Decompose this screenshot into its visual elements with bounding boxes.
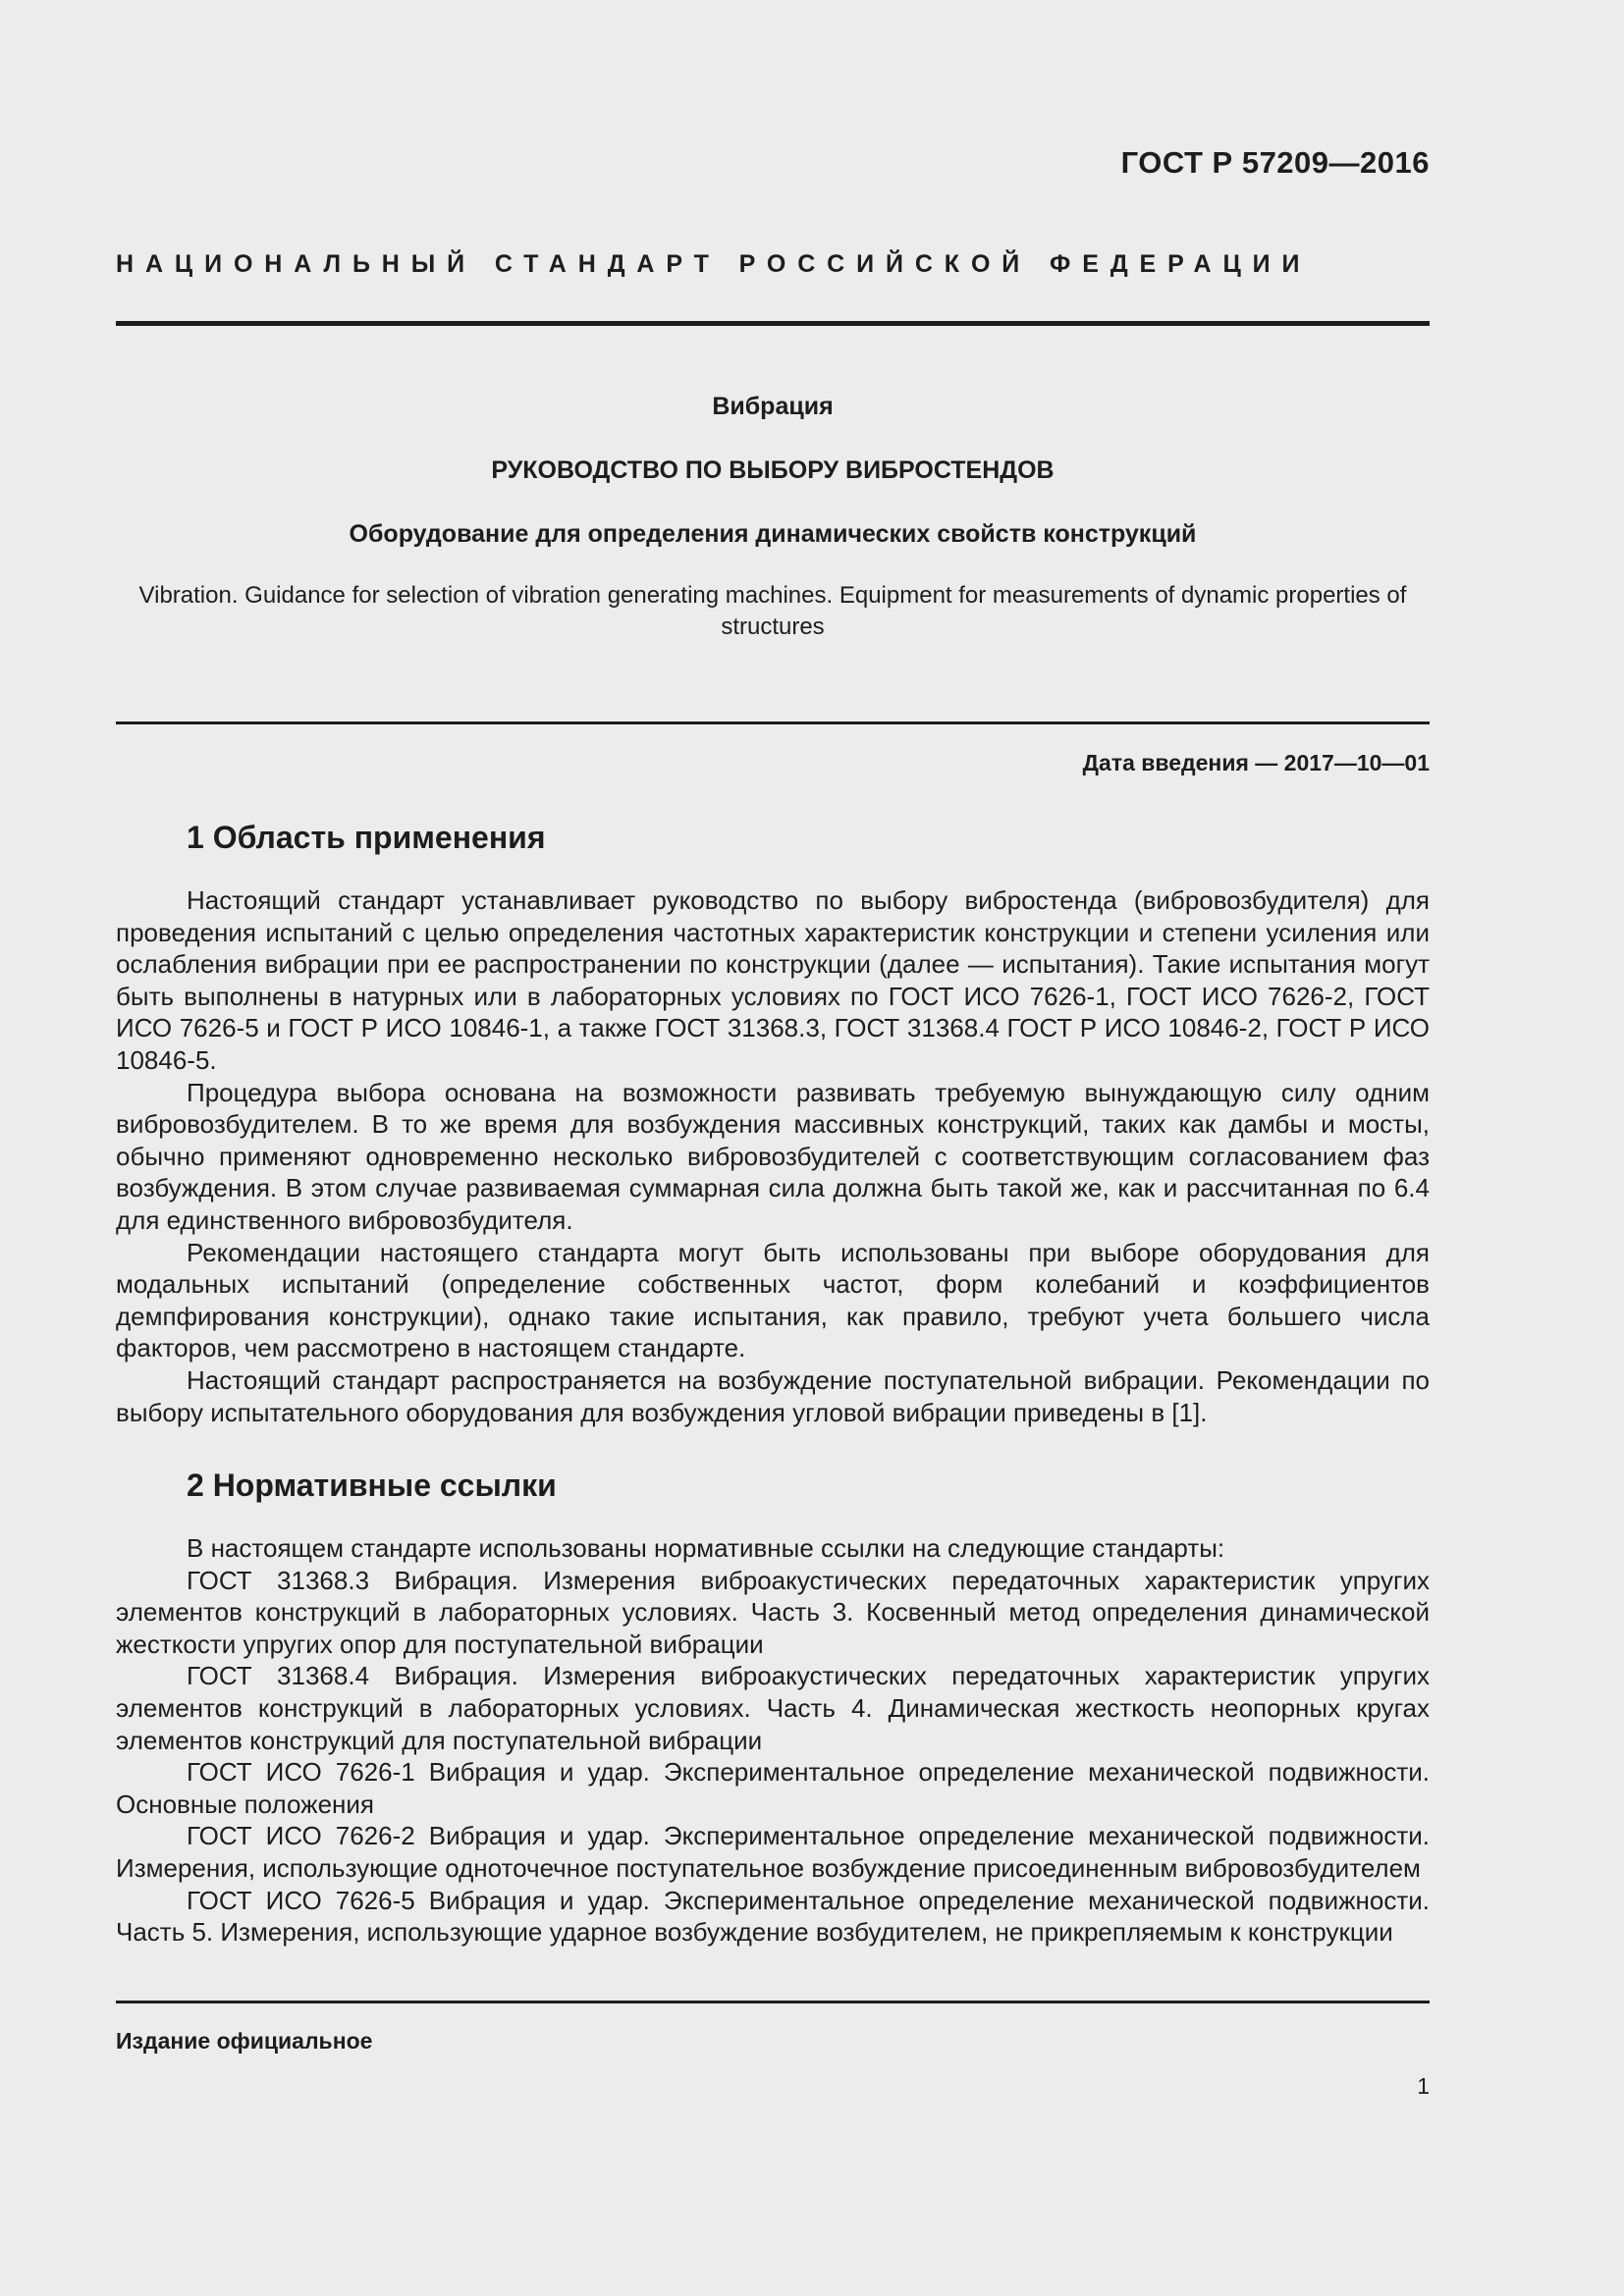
- paragraph: Настоящий стандарт устанавливает руководство по выбору вибростенда (вибровозбудителя) для проведения испытаний с целью определения частотных характеристик конструкции и степени усиления или ослабления вибрации при ее распространении по конструкции (далее — испытания). Такие испытания могут быть выполнены в натурных или в лабораторных условиях по ГОСТ ИСО 7626-1, ГОСТ ИСО 7626-2, ГОСТ ИСО 7626-5 и ГОСТ Р ИСО 10846-1, а также ГОСТ 31368.3, ГОСТ 31368.4 ГОСТ Р ИСО 10846-2, ГОСТ Р ИСО 10846-5.: [116, 885, 1430, 1075]
- section-normative-references: [116, 1466, 1430, 1949]
- section-scope: [116, 818, 1430, 1428]
- reference-item: ГОСТ 31368.3 Вибрация. Измерения виброакустических передаточных характеристик упругих элементов конструкций в лабораторных условиях. Часть 3. Косвенный метод определения динамической жесткости упругих опор для поступательной вибрации: [116, 1565, 1430, 1659]
- paragraph: Процедура выбора основана на возможности развивать требуемую вынуждающую силу одним вибровозбудителем. В то же время для возбуждения массивных конструкций, таких как дамбы и мосты, обычно применяют одновременно несколько вибровозбудителей с соответствующим согласованием фаз возбуждения. В этом случае развиваемая суммарная сила должна быть такой же, как и рассчитанная по 6.4 для единственного вибровозбудителя.: [116, 1077, 1430, 1235]
- page-number: 1: [1417, 2073, 1430, 2099]
- reference-item: ГОСТ 31368.4 Вибрация. Измерения виброакустических передаточных характеристик упругих элементов конструкций в лабораторных условиях. Часть 4. Динамическая жесткость неопорных кругах элементов конструкций для поступательной вибрации: [116, 1661, 1430, 1755]
- section-heading: 1 Область применения: [187, 820, 546, 855]
- title-main: РУКОВОДСТВО ПО ВЫБОРУ ВИБРОСТЕНДОВ: [491, 456, 1055, 484]
- document-content: [116, 818, 1430, 1949]
- header-divider: [116, 321, 1430, 326]
- national-standard-banner: НАЦИОНАЛЬНЫЙ СТАНДАРТ РОССИЙСКОЙ ФЕДЕРАЦИИ: [116, 250, 1312, 278]
- introduction-date: Дата введения — 2017—10—01: [1082, 750, 1430, 775]
- section-heading: 2 Нормативные ссылки: [187, 1468, 557, 1504]
- paragraph: Настоящий стандарт распространяется на возбуждение поступательной вибрации. Рекомендации по выбору испытательного оборудования для возбуждения угловой вибрации приведены в [1].: [116, 1364, 1430, 1427]
- title-block: [116, 393, 1430, 643]
- title-english: Vibration. Guidance for selection of vibration generating machines. Equipment for measurements of dynamic properties of structures: [138, 582, 1407, 640]
- gost-number: ГОСТ Р 57209—2016: [1120, 145, 1430, 180]
- title-subtitle: Оборудование для определения динамических свойств конструкций: [349, 520, 1197, 548]
- official-edition-label: Издание официальное: [116, 2028, 373, 2054]
- reference-item: ГОСТ ИСО 7626-5 Вибрация и удар. Экспериментальное определение механической подвижности. Часть 5. Измерения, использующие ударное возбуждение возбудителем, не прикрепляемым к конструкции: [116, 1885, 1430, 1948]
- reference-item: ГОСТ ИСО 7626-1 Вибрация и удар. Экспериментальное определение механической подвижности. Основные положения: [116, 1757, 1430, 1819]
- reference-item: ГОСТ ИСО 7626-2 Вибрация и удар. Экспериментальное определение механической подвижности. Измерения, использующие одноточечное поступательное возбуждение присоединенным вибровозбудителем: [116, 1821, 1430, 1884]
- paragraph: В настоящем стандарте использованы нормативные ссылки на следующие стандарты:: [187, 1533, 1225, 1564]
- footer-divider: [116, 2001, 1430, 2003]
- title-divider: [116, 721, 1430, 724]
- paragraph: Рекомендации настоящего стандарта могут быть использованы при выборе оборудования для модальных испытаний (определение собственных частот, форм колебаний и коэффициентов демпфирования конструкции), однако такие испытания, как правило, требуют учета большего числа факторов, чем рассмотрено в настоящем стандарте.: [116, 1237, 1430, 1363]
- title-subject: Вибрация: [712, 393, 834, 420]
